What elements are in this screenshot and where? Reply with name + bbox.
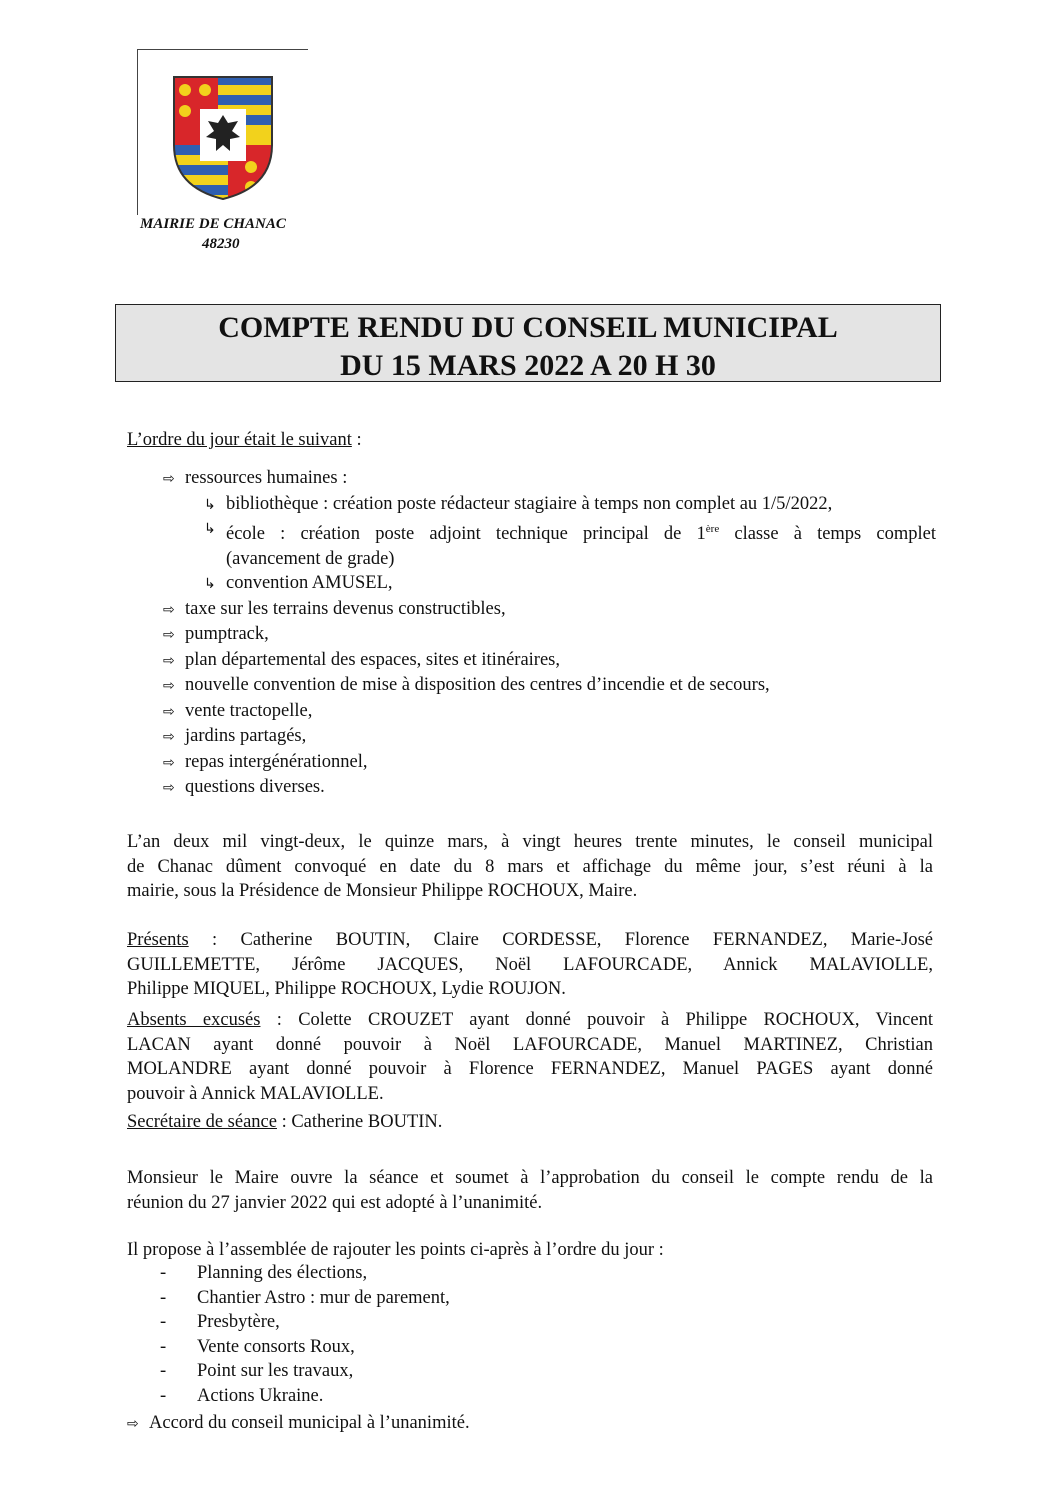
- arrow-right-icon: ⇨: [163, 703, 175, 720]
- secretary-label: Secrétaire de séance: [127, 1112, 277, 1132]
- arrow-right-icon: ⇨: [163, 471, 175, 487]
- additional-points-intro: Il propose à l’assemblée de rajouter les points ci-après à l’ordre du jour :: [127, 1240, 664, 1260]
- arrow-right-icon: ⇨: [163, 754, 175, 771]
- list-subitem: ↳ bibliothèque : création poste rédacteur stagiaire à temps non complet au 1/5/2022,: [163, 492, 943, 518]
- list-item: ⇨ pumptrack,: [163, 622, 943, 648]
- list-item: - Vente consorts Roux,: [160, 1336, 355, 1357]
- approval-paragraph: Monsieur le Maire ouvre la séance et soumet à l’approbation du conseil le compte rendu de la réunion du 27 janvier 2022 qui est adopté à l’unanimité.: [127, 1168, 933, 1213]
- list-item: ⇨ questions diverses.: [163, 775, 943, 801]
- list-item: ⇨ repas intergénérationnel,: [163, 750, 943, 776]
- agenda-intro-suffix: :: [351, 430, 362, 450]
- intro-paragraph: L’an deux mil vingt-deux, le quinze mars, à vingt heures trente minutes, le conseil municipal de Chanac dûment convoqué en date du 8 mars et affichage du même jour, s’est réuni à la mairie, sous la Présidence de Monsieur Philippe ROCHOUX, Maire.: [127, 832, 933, 901]
- arrow-right-icon: ⇨: [163, 601, 175, 618]
- list-item: - Chantier Astro : mur de parement,: [160, 1287, 450, 1308]
- title-line-1: COMPTE RENDU DU CONSEIL MUNICIPAL: [218, 311, 838, 344]
- agenda-list: [163, 466, 943, 801]
- list-item: ⇨ vente tractopelle,: [163, 699, 943, 725]
- coat-of-arms-icon: [172, 75, 274, 201]
- conclusion-line: ⇨ Accord du conseil municipal à l’unanimité.: [127, 1411, 470, 1437]
- arrow-turn-icon: ↳: [204, 496, 216, 513]
- arrow-right-icon: ⇨: [163, 652, 175, 669]
- list-item: - Presbytère,: [160, 1312, 280, 1332]
- list-item: ⇨ taxe sur les terrains devenus constructibles,: [163, 597, 943, 623]
- mairie-header: [140, 214, 286, 254]
- absents-paragraph: Absents excusés : Colette CROUZET ayant donné pouvoir à Philippe ROCHOUX, Vincent LACAN ayant donné pouvoir à Noël LAFOURCADE, Manuel MARTINEZ, Christian MOLANDRE ayant donné pouvoir à Florence FERNANDEZ, Manuel PAGES ayant donné pouvoir à Annick MALAVIOLLE.: [127, 1010, 933, 1104]
- mairie-postal-code: 48230: [202, 236, 240, 252]
- additional-points-list: [160, 1261, 450, 1408]
- title-line-2: DU 15 MARS 2022 A 20 H 30: [340, 349, 716, 382]
- list-item: ⇨ plan départemental des espaces, sites et itinéraires,: [163, 648, 943, 674]
- arrow-turn-icon: ↳: [204, 521, 216, 537]
- secretary-line: Secrétaire de séance : Catherine BOUTIN.: [127, 1112, 443, 1132]
- list-item: ⇨ ressources humaines :: [163, 466, 943, 492]
- list-subitem: ↳ convention AMUSEL,: [163, 571, 943, 597]
- presents-paragraph: Présents : Catherine BOUTIN, Claire CORDESSE, Florence FERNANDEZ, Marie-José GUILLEMETTE, Jérôme JACQUES, Noël LAFOURCADE, Annick MALAVIOLLE, Philippe MIQUEL, Philippe ROCHOUX, Lydie ROUJON.: [127, 930, 933, 999]
- presents-label: Présents: [127, 930, 189, 950]
- arrow-right-icon: ⇨: [127, 1416, 139, 1432]
- agenda-intro-label: L’ordre du jour était le suivant: [127, 430, 352, 450]
- arrow-turn-icon: ↳: [204, 576, 216, 593]
- arrow-right-icon: ⇨: [163, 729, 175, 746]
- mairie-name: MAIRIE DE CHANAC: [140, 216, 286, 232]
- list-item: - Point sur les travaux,: [160, 1361, 354, 1381]
- arrow-right-icon: ⇨: [163, 780, 175, 797]
- list-subitem: ↳ école : création poste adjoint technique principal de 1ère classe à temps complet (avancement de grade): [163, 517, 943, 571]
- agenda-intro: [127, 428, 362, 453]
- page-title: [115, 304, 941, 382]
- list-item: - Actions Ukraine.: [160, 1385, 324, 1406]
- list-item: ⇨ nouvelle convention de mise à disposition des centres d’incendie et de secours,: [163, 673, 943, 699]
- arrow-right-icon: ⇨: [163, 627, 175, 644]
- arrow-right-icon: ⇨: [163, 678, 175, 695]
- list-item: - Planning des élections,: [160, 1263, 368, 1283]
- absents-label: Absents excusés: [127, 1010, 261, 1030]
- list-item: ⇨ jardins partagés,: [163, 724, 943, 750]
